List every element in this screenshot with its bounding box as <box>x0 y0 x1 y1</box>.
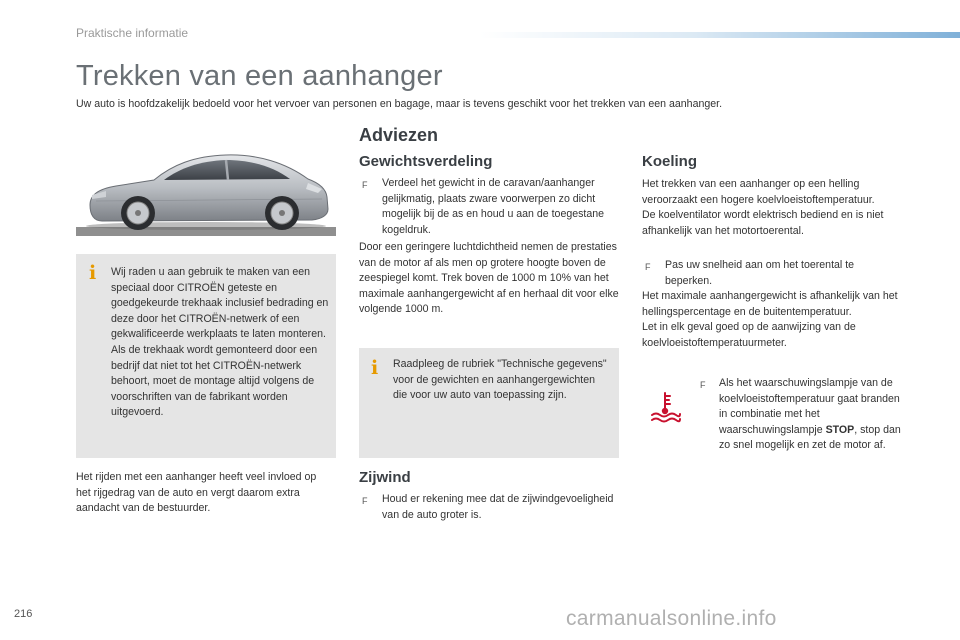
page-title: Trekken van een aanhanger <box>76 60 443 92</box>
altitude-paragraph: Door een geringere luchtdichtheid nemen de prestaties van de motor af als men op grotere hoogte boven de zeespiegel komt. Trek boven de 1000 m 10% van het maximale aanhangergewicht af en herhaal dit voor elke volgende 1000 m. <box>359 241 619 316</box>
crosswind-bullet-text: Houd er rekening mee dat de zijwindgevoeligheid van de auto groter is. <box>382 493 614 521</box>
towing-behaviour-paragraph: Het rijden met een aanhanger heeft veel invloed op het rijgedrag van de auto en vergt daarom extra aandacht van de bestuurder. <box>76 471 317 515</box>
weight-bullet-text: Verdeel het gewicht in de caravan/aanhanger gelijkmatig, plaats zware voorwerpen zo dicht mogelijk bij de as en houd u aan de toegestane kogeldruk. <box>382 177 605 236</box>
coolant-temperature-warning-icon <box>648 390 682 424</box>
bullet-marker: F <box>362 496 368 506</box>
technical-data-text: Raadpleeg de rubriek "Technische gegevens" voor de gewichten en aanhangergewichten die voor uw auto van toepassing zijn. <box>393 358 607 402</box>
warning-text-before: Als het waarschuwingslampje van de koelvloeistoftemperatuur gaat branden in combinatie met het waarschuwingslampje <box>719 377 900 436</box>
watermark: carmanualsonline.info <box>566 607 777 630</box>
stop-lamp-label: STOP <box>825 423 855 436</box>
towbar-advice-text: Wij raden u aan gebruik te maken van een speciaal door CITROËN geteste en goedgekeurde trekhaak inclusief bedrading en deze door het CITROËN-netwerk of een gekwalificeerde werkplaats te laten monteren. Als de trekhaak wordt gemonteerd door een bedrijf dat niet tot het CITROËN-netwerk behoort, moet de montage altijd volgens de voorschriften van de fabrikant worden uitgevoerd. <box>111 266 329 419</box>
intro-paragraph: Uw auto is hoofdzakelijk bedoeld voor het vervoer van personen en bagage, maar is tevens geschikt voor het trekken van een aanhanger. <box>76 98 723 110</box>
info-icon: i <box>89 262 97 284</box>
warning-text-after: , stop dan zo snel mogelijk en zet de motor af. <box>719 423 901 452</box>
header-accent-bar <box>480 32 960 38</box>
heading-koeling: Koeling <box>642 153 697 170</box>
info-icon: i <box>371 357 379 379</box>
section-label: Praktische informatie <box>76 26 189 40</box>
page-number: 216 <box>14 608 33 620</box>
bullet-marker: F <box>362 180 368 190</box>
car-illustration <box>76 143 336 240</box>
heading-zijwind: Zijwind <box>359 469 411 486</box>
bullet-marker: F <box>700 380 706 390</box>
heading-gewichtsverdeling: Gewichtsverdeling <box>359 153 493 170</box>
section-heading-adviezen: Adviezen <box>359 125 439 145</box>
bullet-marker: F <box>645 262 651 272</box>
cooling-paragraph-2: Het maximale aanhangergewicht is afhankelijk van het hellingspercentage en de buitentemperatuur. Let in elk geval goed op de aanwijzing van de koelvloeistoftemperatuurmeter. <box>642 290 898 349</box>
coolant-warning-bullet-text <box>719 376 903 454</box>
cooling-paragraph-1: Het trekken van een aanhanger op een helling veroorzaakt een hogere koelvloeistoftemperatuur. De koelventilator wordt elektrisch bediend en is niet afhankelijk van het motortoerental. <box>642 178 884 237</box>
cooling-bullet-text: Pas uw snelheid aan om het toerental te beperken. <box>665 259 855 287</box>
